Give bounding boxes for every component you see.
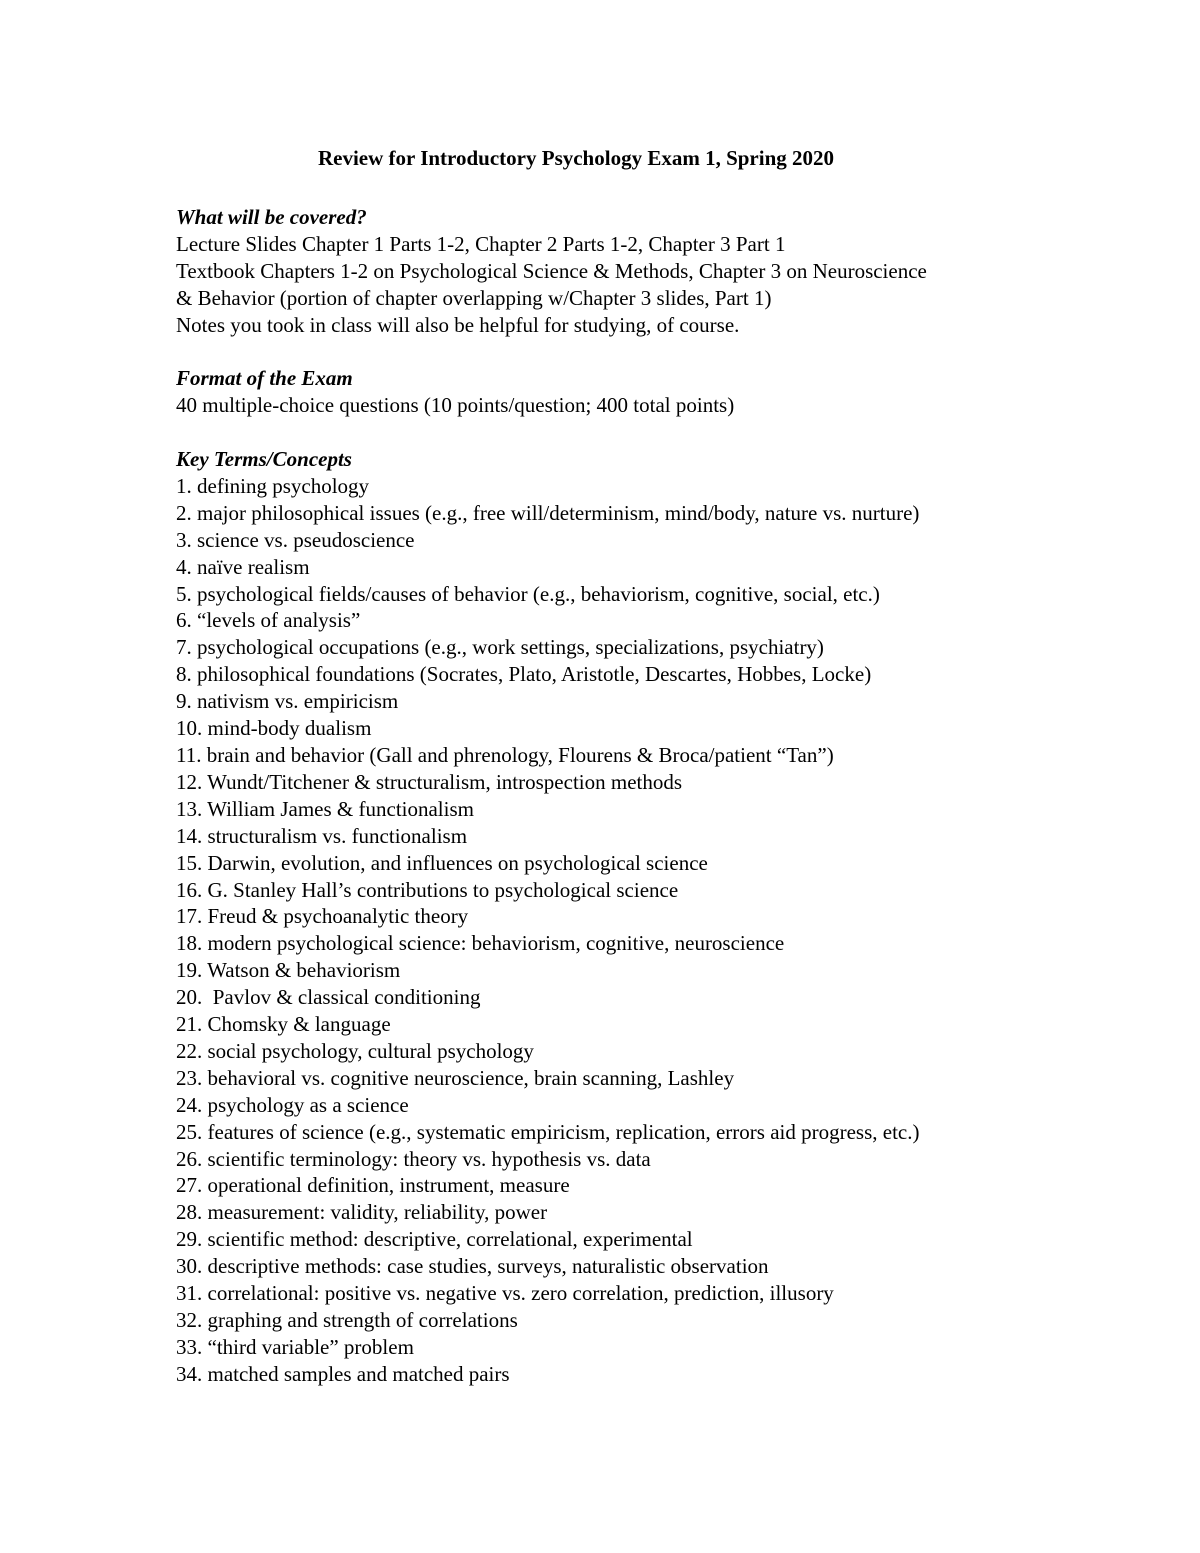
key-term-item: 2. major philosophical issues (e.g., free will/determinism, mind/body, nature vs. nurture) <box>176 500 920 525</box>
key-term-item: 34. matched samples and matched pairs <box>176 1361 510 1386</box>
format-heading: Format of the Exam <box>176 366 353 391</box>
covered-line: Lecture Slides Chapter 1 Parts 1-2, Chapter 2 Parts 1-2, Chapter 3 Part 1 <box>176 231 786 256</box>
document-body <box>176 140 1056 1388</box>
key-term-item: 23. behavioral vs. cognitive neuroscience, brain scanning, Lashley <box>176 1065 735 1090</box>
key-term-item: 32. graphing and strength of correlations <box>176 1308 518 1333</box>
key-term-item: 22. social psychology, cultural psychology <box>176 1038 534 1063</box>
key-term-item: 9. nativism vs. empiricism <box>176 689 399 714</box>
key-term-item: 11. brain and behavior (Gall and phrenology, Flourens & Broca/patient “Tan”) <box>176 742 834 767</box>
section-gap <box>176 419 1056 446</box>
key-term-item: 18. modern psychological science: behaviorism, cognitive, neuroscience <box>176 931 785 956</box>
key-term-item: 6. “levels of analysis” <box>176 608 361 633</box>
key-term-item: 19. Watson & behaviorism <box>176 958 401 983</box>
format-line: 40 multiple-choice questions (10 points/question; 400 total points) <box>176 393 735 418</box>
covered-line: Notes you took in class will also be helpful for studying, of course. <box>176 312 740 337</box>
key-term-item: 10. mind-body dualism <box>176 716 372 741</box>
key-term-item: 4. naïve realism <box>176 554 310 579</box>
document-title: Review for Introductory Psychology Exam 1, Spring 2020 <box>317 146 835 170</box>
key-term-item: 33. “third variable” problem <box>176 1334 414 1359</box>
key-term-item: 25. features of science (e.g., systematic empiricism, replication, errors aid progress, etc.) <box>176 1119 920 1144</box>
key-term-item: 26. scientific terminology: theory vs. hypothesis vs. data <box>176 1146 651 1171</box>
format-section <box>176 365 1056 419</box>
key-term-item: 27. operational definition, instrument, measure <box>176 1173 570 1198</box>
key-term-item: 5. psychological fields/causes of behavior (e.g., behaviorism, cognitive, social, etc.) <box>176 581 880 606</box>
key-term-item: 14. structuralism vs. functionalism <box>176 823 468 848</box>
key-term-item: 15. Darwin, evolution, and influences on psychological science <box>176 850 708 875</box>
covered-section <box>176 204 1056 339</box>
key-term-item: 8. philosophical foundations (Socrates, Plato, Aristotle, Descartes, Hobbes, Locke) <box>176 662 872 687</box>
key-term-item: 12. Wundt/Titchener & structuralism, introspection methods <box>176 769 683 794</box>
covered-line: Textbook Chapters 1-2 on Psychological Science & Methods, Chapter 3 on Neuroscience <box>176 258 927 283</box>
key-term-item: 29. scientific method: descriptive, correlational, experimental <box>176 1227 693 1252</box>
covered-heading: What will be covered? <box>176 204 367 229</box>
key-term-item: 31. correlational: positive vs. negative vs. zero correlation, prediction, illusory <box>176 1281 834 1306</box>
key-term-item: 1. defining psychology <box>176 473 370 498</box>
key-terms-heading: Key Terms/Concepts <box>176 447 352 472</box>
key-term-item: 21. Chomsky & language <box>176 1012 391 1037</box>
key-term-item: 3. science vs. pseudoscience <box>176 527 415 552</box>
key-terms-section <box>176 446 1056 1388</box>
key-term-item: 28. measurement: validity, reliability, power <box>176 1200 548 1225</box>
key-terms-list <box>176 473 1056 1388</box>
section-gap <box>176 338 1056 365</box>
key-term-item: 16. G. Stanley Hall’s contributions to psychological science <box>176 877 679 902</box>
key-term-item: 30. descriptive methods: case studies, surveys, naturalistic observation <box>176 1254 769 1279</box>
key-term-item: 20. Pavlov & classical conditioning <box>176 985 481 1010</box>
key-term-item: 7. psychological occupations (e.g., work settings, specializations, psychiatry) <box>176 635 824 660</box>
covered-line: & Behavior (portion of chapter overlapping w/Chapter 3 slides, Part 1) <box>176 285 772 310</box>
key-term-item: 17. Freud & psychoanalytic theory <box>176 904 469 929</box>
key-term-item: 24. psychology as a science <box>176 1092 409 1117</box>
key-term-item: 13. William James & functionalism <box>176 796 474 821</box>
